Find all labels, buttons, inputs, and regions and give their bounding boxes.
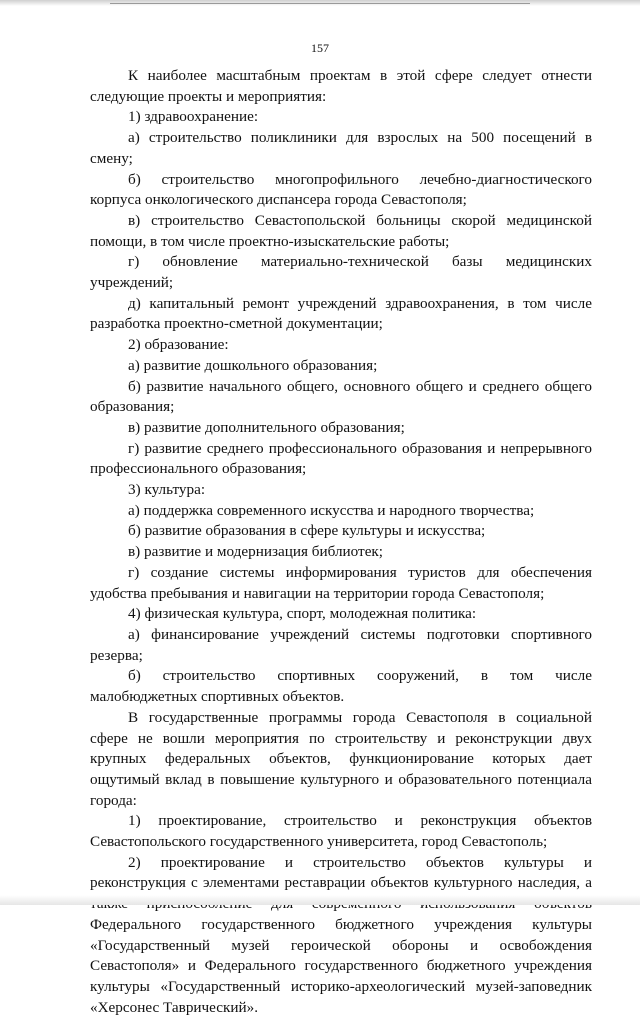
list-item: б) строительство многопрофильного лечебно-диагностического корпуса онкологического диспансера города Севастополя;	[90, 170, 592, 209]
document-body	[90, 66, 592, 1018]
list-item: а) строительство поликлиники для взрослых на 500 посещений в смену;	[90, 129, 592, 167]
list-item: д) капитальный ремонт учреждений здравоохранения, в том числе разработка проектно-сметной документации;	[90, 294, 592, 333]
list-item: а) финансирование учреждений системы подготовки спортивного резерва;	[90, 625, 592, 664]
section-healthcare-heading: 1) здравоохранение:	[128, 108, 259, 126]
list-item: г) обновление материально-технической базы медицинских учреждений;	[90, 253, 592, 292]
list-item: в) строительство Севастопольской больницы скорой медицинской помощи, в том числе проектно-изыскательские работы;	[90, 211, 592, 250]
page-number: 157	[311, 41, 329, 55]
list-item: а) поддержка современного искусства и народного творчества;	[128, 501, 535, 519]
list-item: г) создание системы информирования туристов для обеспечения удобства пребывания и навигации на территории города Севастополя;	[90, 563, 592, 602]
scan-edge-bottom	[0, 895, 640, 905]
list-item: в) развитие дополнительного образования;	[128, 418, 405, 436]
federal-objects-paragraph: В государственные программы города Севастополя в социальной сфере не вошли мероприятия по строительству и реконструкции двух крупных федеральных объектов, функционирование которых дает ощутимый вклад в повышение культурного и образовательного потенциала города:	[90, 708, 592, 809]
intro-paragraph: К наиболее масштабным проектам в этой сфере следует отнести следующие проекты и мероприятия:	[90, 67, 592, 105]
section-culture-heading: 3) культура:	[128, 481, 206, 499]
section-education-heading: 2) образование:	[128, 336, 229, 354]
list-item: б) развитие образования в сфере культуры и искусства;	[128, 522, 486, 540]
list-item: а) развитие дошкольного образования;	[128, 356, 378, 374]
list-item: в) развитие и модернизация библиотек;	[128, 543, 384, 561]
list-item: б) строительство спортивных сооружений, в том числе малобюджетных спортивных объектов.	[90, 667, 592, 706]
list-item: 1) проектирование, строительство и реконструкция объектов Севастопольского государственного университета, город Севастополь;	[90, 812, 592, 851]
list-item: г) развитие среднего профессионального образования и непрерывного профессионального образования;	[90, 439, 592, 478]
list-item: б) развитие начального общего, основного общего и среднего общего образования;	[90, 377, 592, 416]
list-item: 2) проектирование и строительство объектов культуры и реконструкция с элементами реставрации объектов культурного наследия, а Федерального государственного бюджетного учреждения культуры «Государственный музей героической обороны и освобождения Севастополя» и Федерального государственного бюджетного учреждения культуры «Государственный историко-археологический музей-заповедник «Херсонес Таврический».	[90, 853, 592, 1016]
section-sport-heading: 4) физическая культура, спорт, молодежная политика:	[128, 605, 477, 623]
scan-edge-line	[110, 3, 530, 4]
